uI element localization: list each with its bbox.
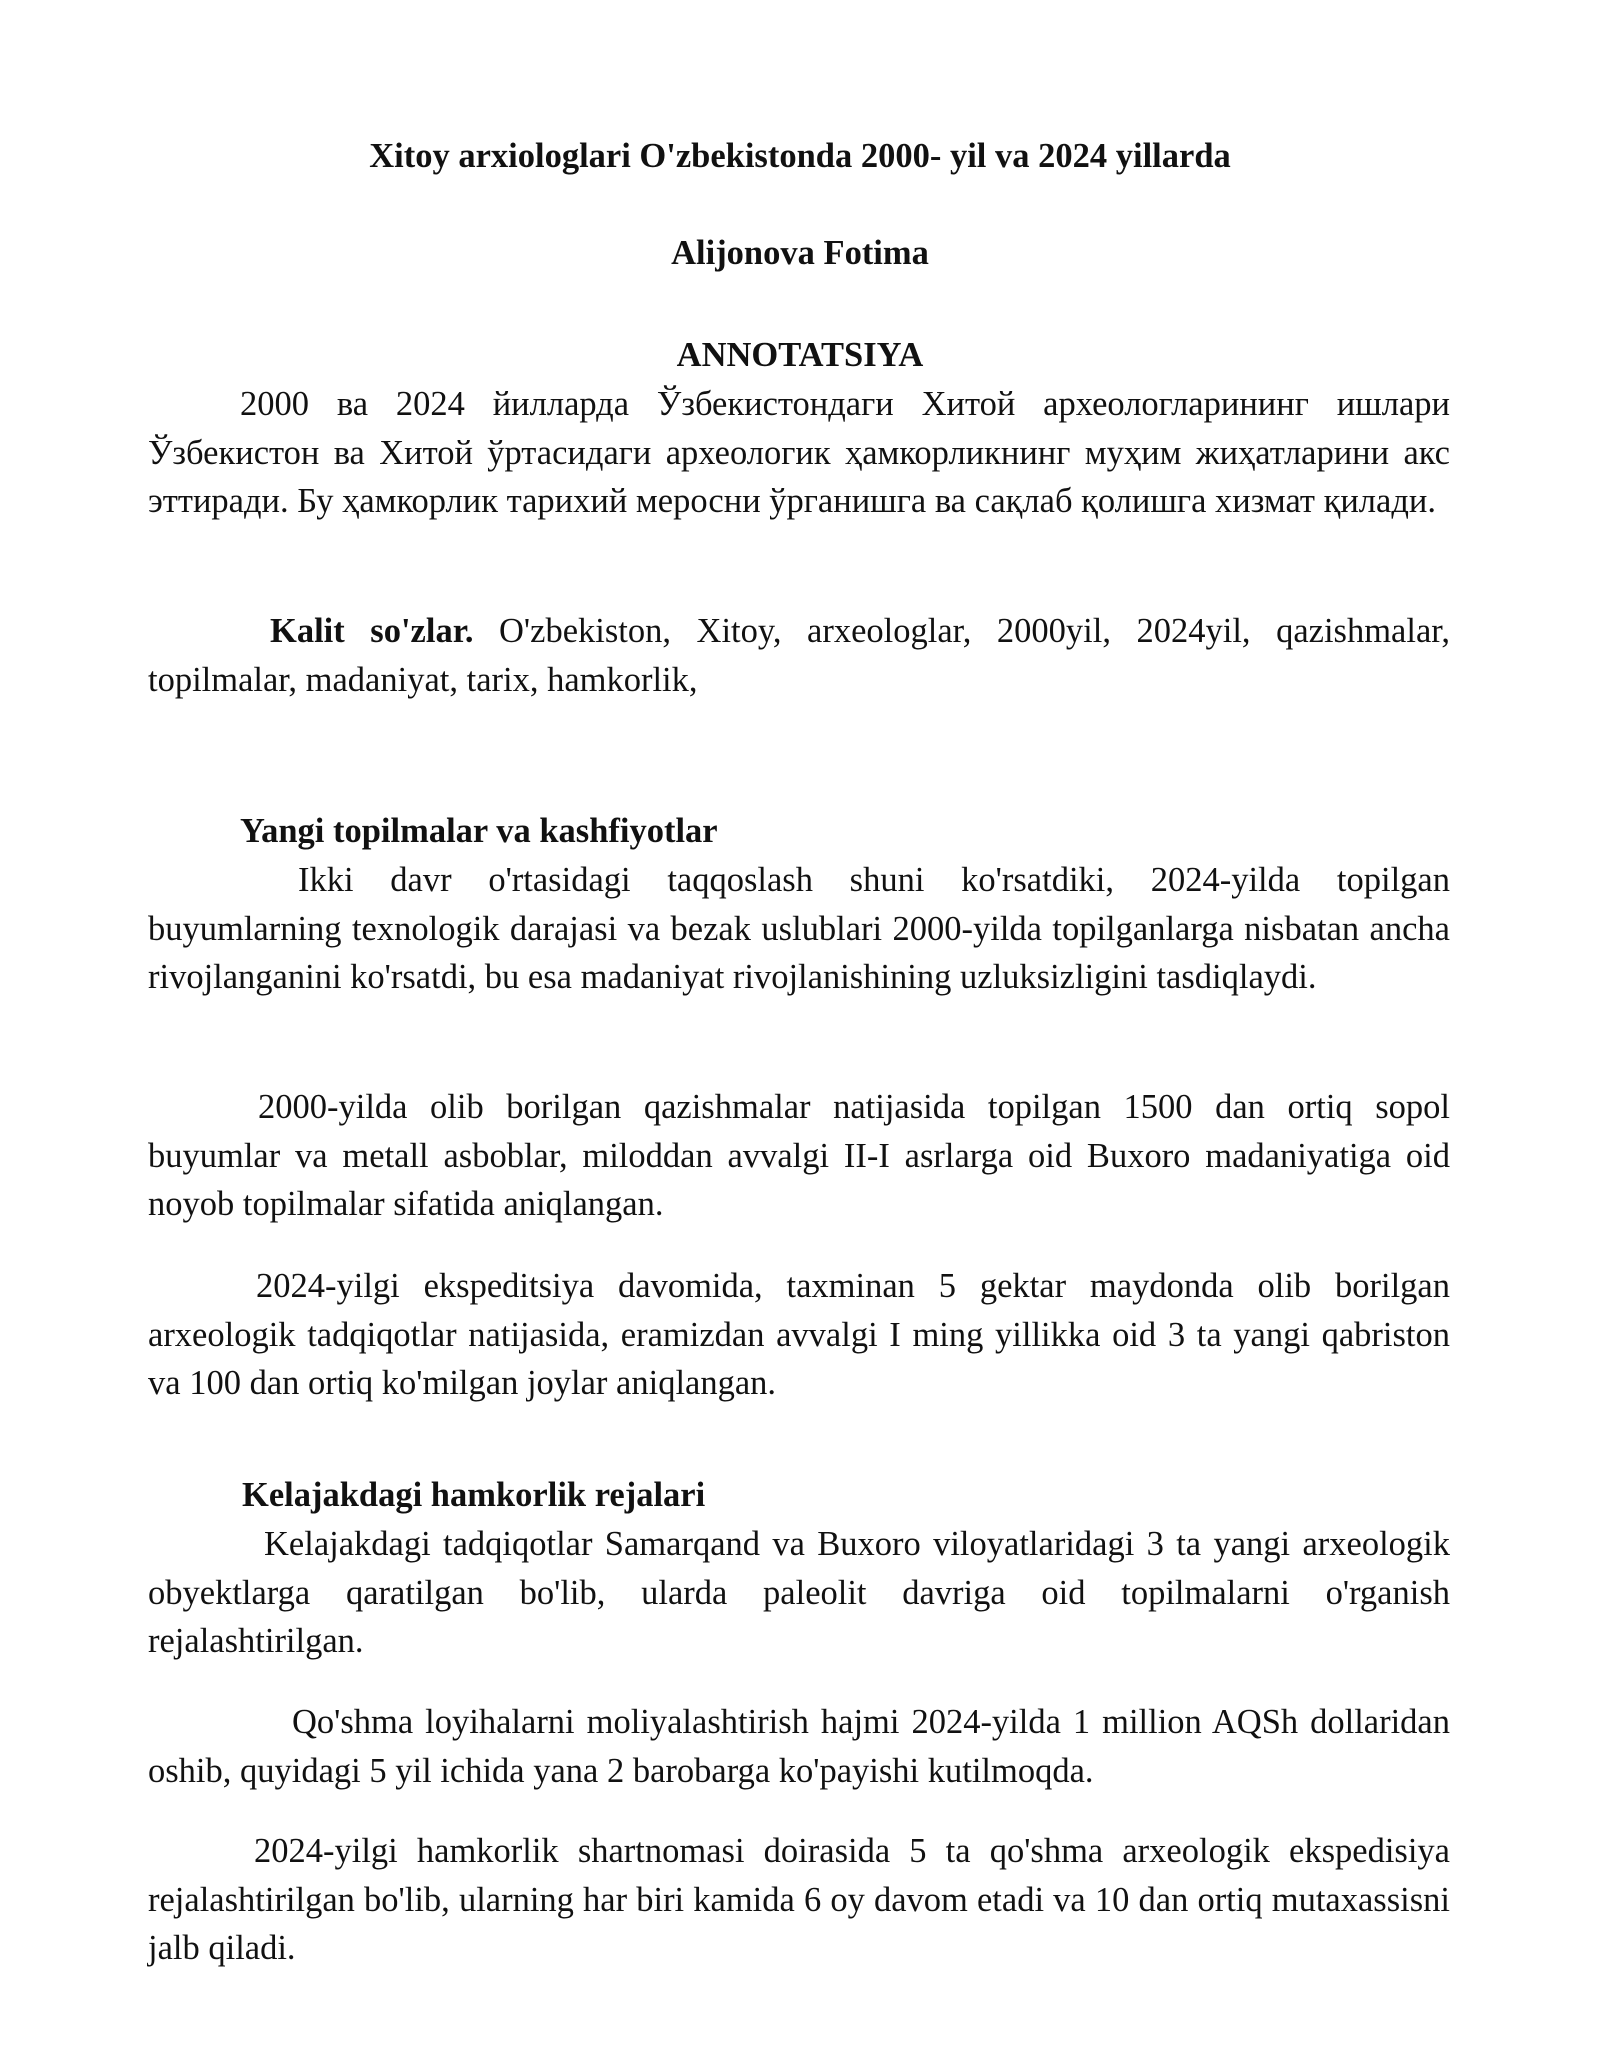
- section1-paragraph-2: 2000-yilda olib borilgan qazishmalar natijasida topilgan 1500 dan ortiq sopol buyumlar va metall asboblar, miloddan avvalgi II-I asrlarga oid Buxoro madaniyatiga oid noyob topilmalar sifatida aniqlangan.: [148, 1088, 1450, 1223]
- annotation-heading: ANNOTATSIYA: [676, 336, 924, 374]
- section1-paragraph-3: 2024-yilgi ekspeditsiya davomida, taxminan 5 gektar maydonda olib borilgan arxeologik tadqiqotlar natijasida, eramizdan avvalgi I ming yillikka oid 3 ta yangi qabriston va 100 dan ortiq ko'milgan joylar aniqlangan.: [148, 1267, 1450, 1402]
- section2-paragraph-2: Qo'shma loyihalarni moliyalashtirish hajmi 2024-yilda 1 million AQSh dollaridan oshib, quyidagi 5 yil ichida yana 2 barobarga ko'payishi kutilmoqda.: [148, 1703, 1450, 1790]
- annotation-paragraph: 2000 ва 2024 йилларда Ўзбекистондаги Хитой археологларининг ишлари Ўзбекистон ва Хитой ўртасидаги археологик ҳамкорликнинг муҳим жиҳатларини акс эттиради. Бу ҳамкорлик тарихий меросни ўрганишга ва сақлаб қолишга хизмат қилади.: [148, 385, 1450, 520]
- section1-paragraph-1: Ikki davr o'rtasidagi taqqoslash shuni ko'rsatdiki, 2024-yilda topilgan buyumlarning texnologik darajasi va bezak uslublari 2000-yilda topilganlarga nisbatan ancha rivojlanganini ko'rsatdi, bu esa madaniyat rivojlanishining uzluksizligini tasdiqlaydi.: [148, 861, 1450, 996]
- section2-paragraph-1: Kelajakdagi tadqiqotlar Samarqand va Buxoro viloyatlaridagi 3 ta yangi arxeologik obyektlarga qaratilgan bo'lib, ularda paleolit davriga oid topilmalarni o'rganish rejalashtirilgan.: [148, 1525, 1450, 1660]
- section-heading-new-findings: Yangi topilmalar va kashfiyotlar: [240, 812, 718, 850]
- keywords-list: O'zbekiston, Xitoy, arxeologlar, 2000yil, 2024yil, qazishmalar, topilmalar, madaniyat, tarix, hamkorlik,: [148, 612, 1450, 699]
- keywords-paragraph: [148, 607, 1450, 704]
- document-title: Xitoy arxiologlari O'zbekistonda 2000- yil va 2024 yillarda: [369, 137, 1231, 175]
- section-heading-future-plans: Kelajakdagi hamkorlik rejalari: [242, 1476, 706, 1514]
- keywords-label: Kalit so'zlar.: [270, 612, 474, 650]
- author-name: Alijonova Fotima: [671, 234, 929, 272]
- section2-paragraph-3: 2024-yilgi hamkorlik shartnomasi doirasida 5 ta qo'shma arxeologik ekspedisiya rejalashtirilgan bo'lib, ularning har biri kamida 6 oy davom etadi va 10 dan ortiq mutaxassisni jalb qiladi.: [148, 1832, 1450, 1967]
